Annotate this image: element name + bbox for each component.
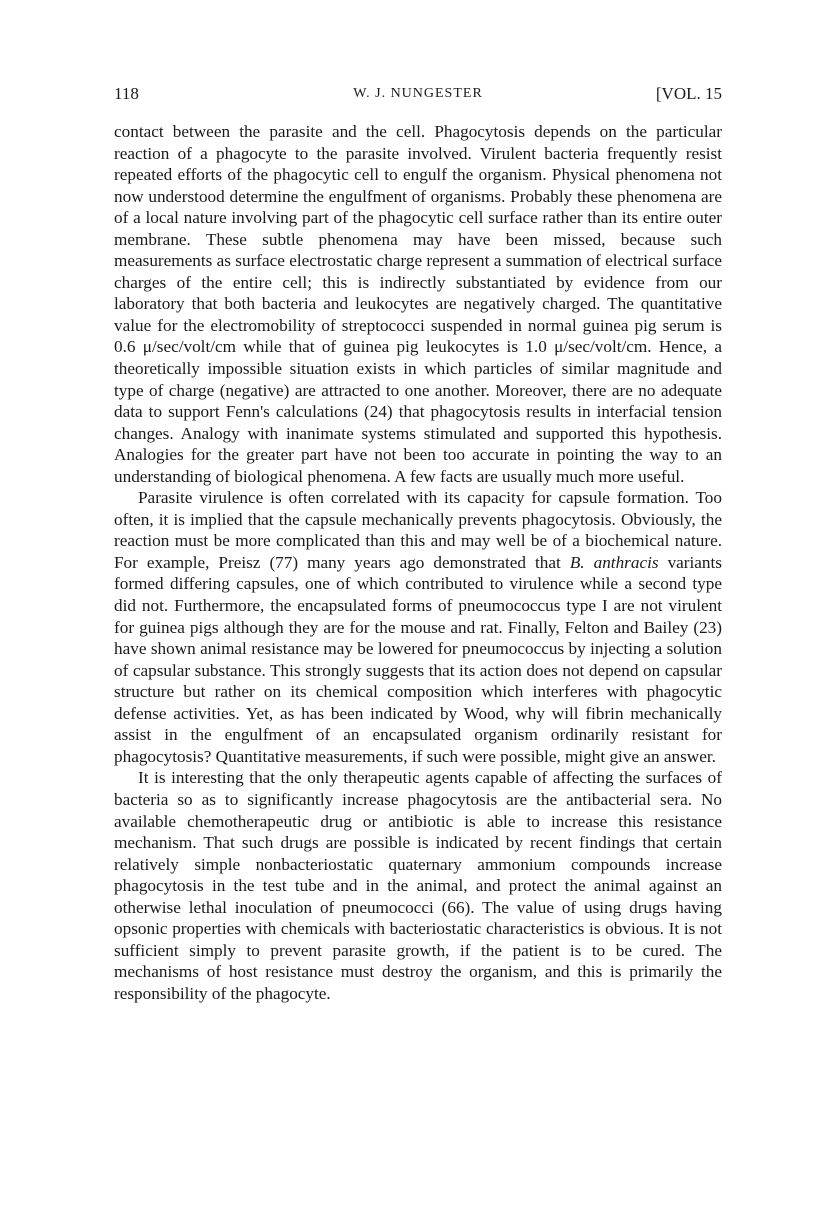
paragraph-2-text-start: Parasite virulence is often correlated with its capacity for capsule formation. Too often, it is implied that the capsule mechanically prevents phagocytosis. Obviously, the reaction must be more complicated than this and may well be of a biochemical nature. For example, Preisz (77) many years ago demonstrated that [114,488,722,572]
article-body [114,121,722,1004]
paragraph-2-text-end: variants formed differing capsules, one of which contributed to virulence while a second type did not. Furthermore, the encapsulated forms of pneumococcus type I are not virulent for guinea pigs although they are for the mouse and rat. Finally, Felton and Bailey (23) have shown animal resistance may be lowered for pneumococcus by injecting a solution of capsular substance. This strongly suggests that its action does not depend on capsular structure but rather on its chemical composition which interferes with phagocytic defense activities. Yet, as has been indicated by Wood, why will fibrin mechanically assist in the engulfment of an encapsulated organism ordinarily resistant for phagocytosis? Quantitative measurements, if such were possible, might give an answer. [114,552,722,766]
paragraph-1: contact between the parasite and the cell. Phagocytosis depends on the particular reaction of a phagocyte to the parasite involved. Virulent bacteria frequently resist repeated efforts of the phagocytic cell to engulf the organism. Physical phenomena not now understood determine the engulfment of organisms. Probably these phenomena are of a local nature involving part of the phagocytic cell surface rather than its entire outer membrane. These subtle phenomena may have been missed, because such measurements as surface electrostatic charge represent a summation of electrical surface charges of the entire cell; this is indirectly substantiated by evidence from our laboratory that both bacteria and leukocytes are negatively charged. The quantitative value for the electromobility of streptococci suspended in normal guinea pig serum is 0.6 μ/sec/volt/cm while that of guinea pig leukocytes is 1.0 μ/sec/volt/cm. Hence, a theoretically impossible situation exists in which particles of similar magnitude and type of charge (negative) are attracted to one another. Moreover, there are no adequate data to support Fenn's calculations (24) that phagocytosis results in interfacial tension changes. Analogy with inanimate systems stimulated and supported this hypothesis. Analogies for the greater part have not been too accurate in pointing the way to an understanding of biological phenomena. A few facts are usually much more useful. [114,122,722,486]
running-head: W. J. NUNGESTER [353,86,483,101]
species-name: B. anthracis [569,552,659,572]
paragraph-2 [114,487,722,767]
volume-label: [VOL. 15 [655,84,722,103]
page-header [114,84,722,108]
paragraph-3: It is interesting that the only therapeutic agents capable of affecting the surfaces of bacteria so as to significantly increase phagocytosis are the antibacterial sera. No available chemotherapeutic drug or antibiotic is able to increase this resistance mechanism. That such drugs are possible is indicated by recent findings that certain relatively simple nonbacteriostatic quaternary ammonium compounds increase phagocytosis in the test tube and in the animal, and protect the animal against an otherwise lethal inoculation of pneumococci (66). The value of using drugs having opsonic properties with chemicals with bacteriostatic characteristics is obvious. It is not sufficient simply to prevent parasite growth, if the patient is to be cured. The mechanisms of host resistance must destroy the organism, and this is primarily the responsibility of the phagocyte. [114,768,722,1003]
page-number: 118 [114,84,139,103]
